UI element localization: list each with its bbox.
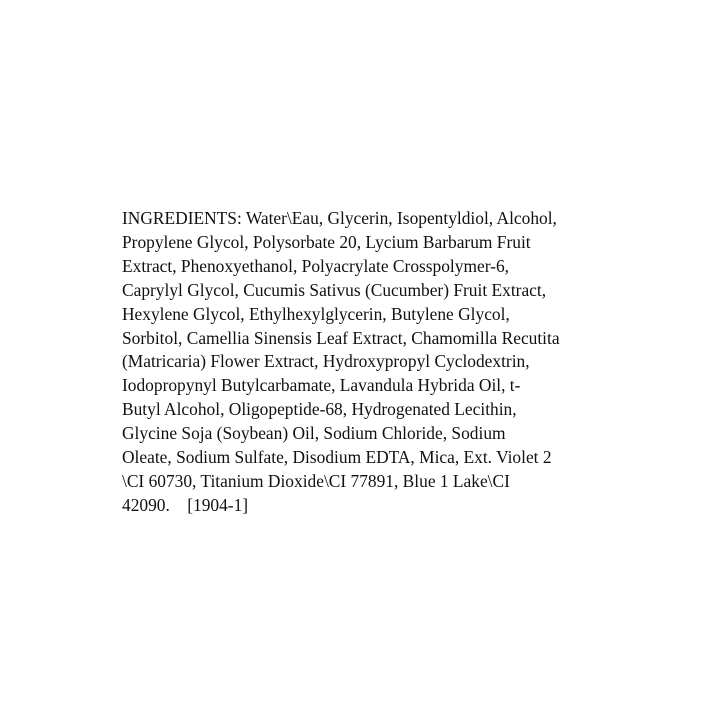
ingredients-line: \CI 60730, Titanium Dioxide\CI 77891, Blue 1 Lake\CI	[122, 470, 510, 491]
ingredients-line: Glycine Soja (Soybean) Oil, Sodium Chloride, Sodium	[122, 423, 506, 444]
ingredients-line: (Matricaria) Flower Extract, Hydroxypropyl Cyclodextrin,	[122, 351, 530, 372]
ingredients-line: Extract, Phenoxyethanol, Polyacrylate Crosspolymer-6,	[122, 255, 509, 276]
ingredients-line: Butyl Alcohol, Oligopeptide-68, Hydrogenated Lecithin,	[122, 399, 517, 420]
ingredients-line: Oleate, Sodium Sulfate, Disodium EDTA, Mica, Ext. Violet 2	[122, 447, 552, 468]
ingredients-text	[122, 207, 622, 518]
ingredients-line: Caprylyl Glycol, Cucumis Sativus (Cucumber) Fruit Extract,	[122, 279, 547, 300]
ingredients-line: Iodopropynyl Butylcarbamate, Lavandula Hybrida Oil, t-	[122, 375, 521, 396]
ingredients-line: INGREDIENTS: Water\Eau, Glycerin, Isopentyldiol, Alcohol,	[122, 208, 557, 228]
ingredients-line: Propylene Glycol, Polysorbate 20, Lycium Barbarum Fruit	[122, 231, 531, 252]
ingredients-line: 42090. [1904-1]	[122, 494, 249, 515]
ingredients-line: Hexylene Glycol, Ethylhexylglycerin, Butylene Glycol,	[122, 303, 510, 324]
ingredients-line: Sorbitol, Camellia Sinensis Leaf Extract, Chamomilla Recutita	[122, 327, 560, 348]
